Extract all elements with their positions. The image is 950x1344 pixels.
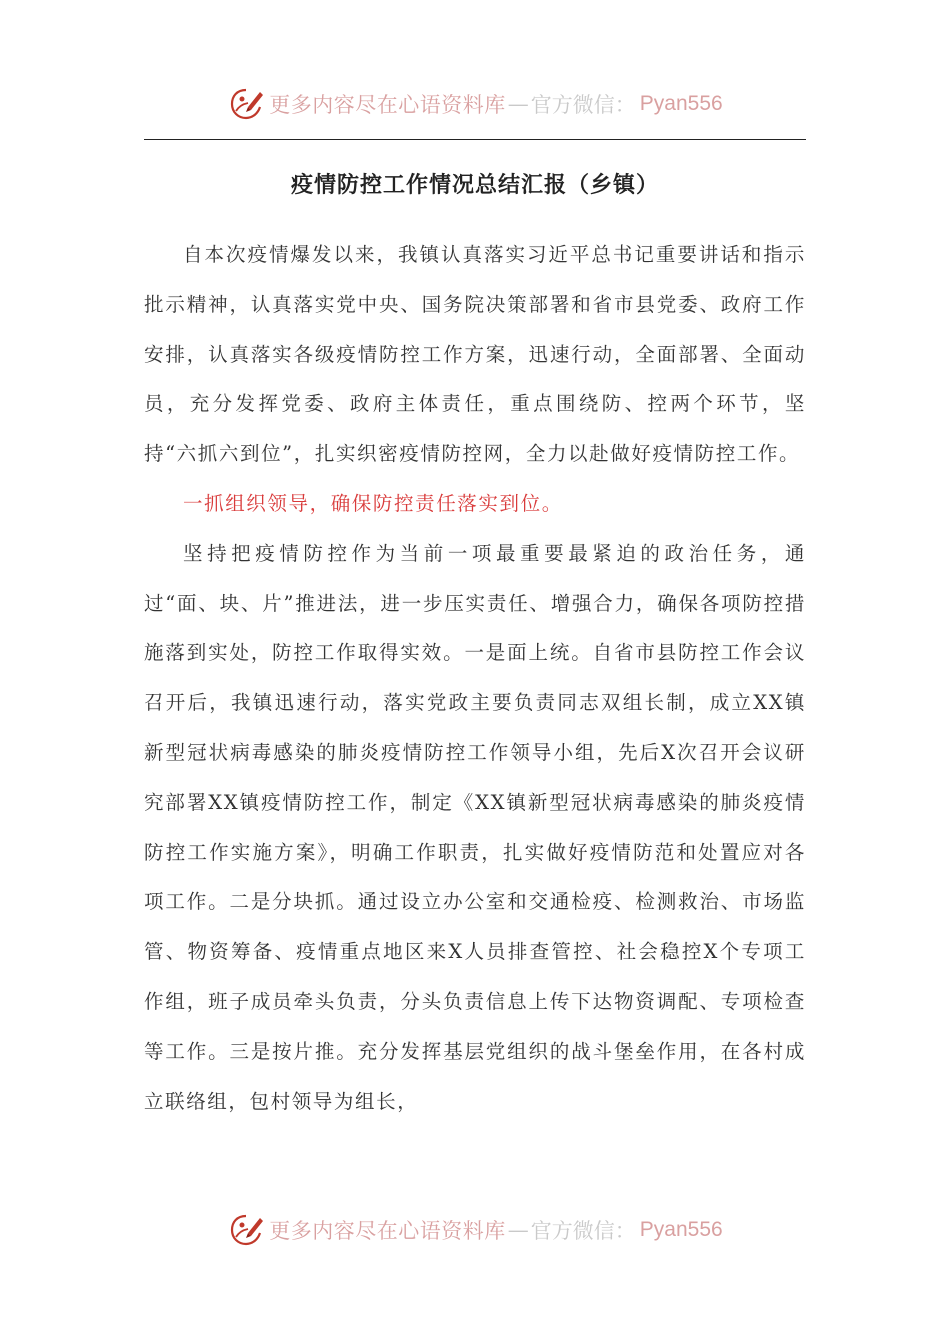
promo-text: 更多内容尽在心语资料库	[269, 1219, 506, 1243]
section-heading: 一抓组织领导，确保防控责任落实到位。	[183, 491, 563, 515]
wechat-handle: Pyan556	[639, 92, 723, 115]
wechat-label: 官方微信：	[530, 93, 636, 117]
body-paragraph: 自本次疫情爆发以来，我镇认真落实习近平总书记重要讲话和指示批示精神，认真落实党中央、国务院决策部署和省市县党委、政府工作安排，认真落实各级疫情防控工作方案，迅速行动，全面部署、全面动员，充分发挥党委、政府主体责任，重点围绕防、控两个环节，坚持“六抓六到位”，扎实织密疫情防控网，全力以赴做好疫情防控工作。	[144, 243, 806, 466]
footer-banner	[0, 1208, 950, 1252]
pen-logo-icon	[227, 85, 265, 123]
wechat-handle: Pyan556	[639, 1218, 723, 1241]
pen-logo-icon	[227, 1211, 265, 1249]
body-paragraph: 坚持把疫情防控作为当前一项最重要最紧迫的政治任务，通过“面、块、片”推进法，进一步压实责任、增强合力，确保各项防控措施落到实处，防控工作取得实效。一是面上统。自省市县防控工作会议召开后，我镇迅速行动，落实党政主要负责同志双组长制，成立XX镇新型冠状病毒感染的肺炎疫情防控工作领导小组，先后X次召开会议研究部署XX镇疫情防控工作，制定《XX镇新型冠状病毒感染的肺炎疫情防控工作实施方案》，明确工作职责，扎实做好疫情防范和处置应对各项工作。二是分块抓。通过设立办公室和交通检疫、检测救治、市场监管、物资筹备、疫情重点地区来X人员排查管控、社会稳控X个专项工作组，班子成员牵头负责，分头负责信息上传下达物资调配、专项检查等工作。三是按片推。充分发挥基层党组织的战斗堡垒作用，在各村成立联络组，包村领导为组长，	[144, 541, 806, 1113]
wechat-label: 官方微信：	[530, 1219, 636, 1243]
promo-text: 更多内容尽在心语资料库	[269, 93, 506, 117]
document-body	[144, 230, 806, 1126]
header-banner	[0, 82, 950, 126]
banner-dash: —	[507, 1218, 529, 1242]
document-title: 疫情防控工作情况总结汇报（乡镇）	[290, 172, 659, 198]
header-divider	[144, 139, 806, 140]
banner-dash: —	[507, 92, 529, 116]
